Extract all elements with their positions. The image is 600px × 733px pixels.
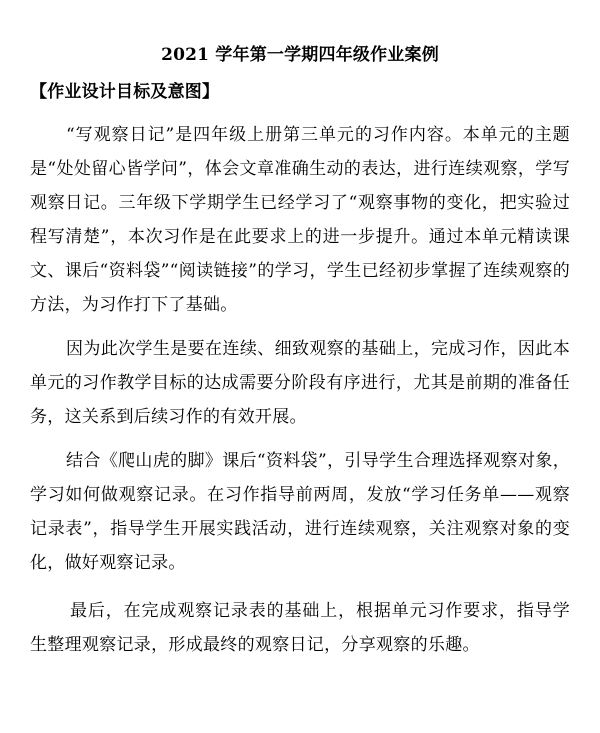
paragraph-1: “写观察日记”是四年级上册第三单元的习作内容。本单元的主题是“处处留心皆学问”，体会文章准确生动的表达，进行连续观察，学写观察日记。三年级下学期学生已经学习了“观察事物的变化，把实验过程写清楚”，本次习作是在此要求上的进一步提升。通过本单元精读课文、课后“资料袋”“阅读链接”的学习，学生已经初步掌握了连续观察的方法，为习作打下了基础。	[30, 125, 570, 315]
paragraph-2: 因为此次学生是要在连续、细致观察的基础上，完成习作，因此本单元的习作教学目标的达成需要分阶段有序进行，尤其是前期的准备任务，这关系到后续习作的有效开展。	[30, 339, 570, 427]
paragraph-4: 最后，在完成观察记录表的基础上，根据单元习作要求，指导学生整理观察记录，形成最终的观察日记，分享观察的乐趣。	[30, 601, 570, 655]
section-heading: 【作业设计目标及意图】	[30, 82, 220, 102]
document-title: 2021 学年第一学期四年级作业案例	[161, 45, 439, 65]
paragraph-3: 结合《爬山虎的脚》课后“资料袋”，引导学生合理选择观察对象，学习如何做观察记录。在习作指导前两周，发放“学习任务单——观察记录表”，指导学生开展实践活动，进行连续观察，关注观察对象的变化，做好观察记录。	[30, 451, 570, 573]
